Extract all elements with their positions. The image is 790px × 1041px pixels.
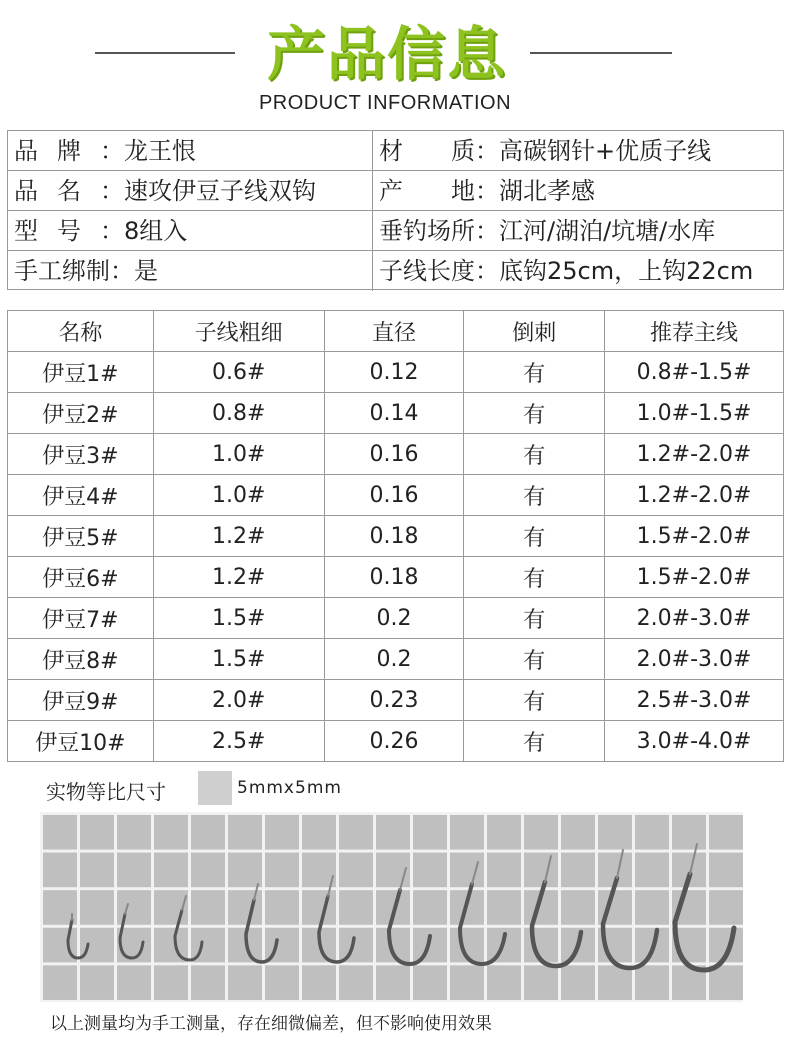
cell-line-thickness: 1.2# [153,516,324,557]
cell-name: 伊豆5# [8,516,154,557]
spec-header-row [8,311,784,352]
header-barb: 倒刺 [464,311,605,352]
origin-value: 湖北孝感 [499,177,595,205]
cell-line-thickness: 0.6# [153,352,324,393]
header-rule-left [95,52,235,54]
hook-icon [175,896,202,960]
cell-barb: 有 [464,598,605,639]
brand-cell [8,131,373,171]
cell-diameter: 0.23 [324,680,464,721]
cell-main-line: 1.5#-2.0# [605,516,784,557]
table-row [8,475,784,516]
venue-cell [373,211,783,251]
cell-main-line: 1.2#-2.0# [605,434,784,475]
cell-barb: 有 [464,352,605,393]
cell-barb: 有 [464,680,605,721]
material-cell [373,131,783,171]
table-row [8,516,784,557]
name-cell [8,171,373,211]
info-table [7,130,784,290]
hook-icon [246,884,277,962]
hook-icon [532,856,581,966]
cell-main-line: 1.5#-2.0# [605,557,784,598]
info-row [8,251,783,291]
cell-main-line: 1.0#-1.5# [605,393,784,434]
cell-diameter: 0.2 [324,598,464,639]
model-label: 型号： [14,217,124,245]
cell-name: 伊豆1# [8,352,154,393]
table-row [8,393,784,434]
hook-icon [460,862,505,964]
page-subtitle: PRODUCT INFORMATION [258,92,512,114]
cell-barb: 有 [464,434,605,475]
cell-diameter: 0.18 [324,557,464,598]
table-row [8,434,784,475]
table-row [8,352,784,393]
cell-line-thickness: 1.0# [153,434,324,475]
brand-value: 龙王恨 [124,137,196,165]
cell-name: 伊豆7# [8,598,154,639]
cell-line-thickness: 2.0# [153,680,324,721]
scale-size: 5mmx5mm [237,778,342,798]
header-line-thickness: 子线粗细 [153,311,324,352]
hook-icon [675,844,734,970]
cell-name: 伊豆2# [8,393,154,434]
cell-main-line: 1.2#-2.0# [605,475,784,516]
length-value: 底钩25cm，上钩22cm [499,257,754,285]
cell-diameter: 0.18 [324,516,464,557]
model-cell [8,211,373,251]
cell-name: 伊豆6# [8,557,154,598]
cell-diameter: 0.16 [324,475,464,516]
info-row [8,131,783,171]
header-main-line: 推荐主线 [605,311,784,352]
cell-line-thickness: 1.0# [153,475,324,516]
table-row [8,598,784,639]
hook-icon [68,914,88,958]
hook-icon [120,904,143,958]
venue-value: 江河/湖泊/坑塘/水库 [499,217,716,245]
material-label: 材 质： [379,137,499,165]
table-row [8,721,784,762]
cell-main-line: 2.0#-3.0# [605,639,784,680]
cell-main-line: 2.5#-3.0# [605,680,784,721]
hook-icon [319,876,354,962]
cell-barb: 有 [464,721,605,762]
info-row [8,211,783,251]
cell-name: 伊豆3# [8,434,154,475]
brand-label: 品牌： [14,137,124,165]
header-diameter: 直径 [324,311,464,352]
page-title: 产品信息 [266,20,507,88]
handmade-label: 手工绑制： [14,257,134,285]
header-rule-right [530,52,672,54]
cell-diameter: 0.14 [324,393,464,434]
material-value: 高碳钢针+优质子线 [499,137,712,165]
handmade-cell [8,251,373,291]
cell-barb: 有 [464,393,605,434]
hooks-illustration [40,812,743,1002]
cell-barb: 有 [464,516,605,557]
cell-barb: 有 [464,475,605,516]
cell-diameter: 0.16 [324,434,464,475]
length-label: 子线长度： [379,257,499,285]
cell-name: 伊豆8# [8,639,154,680]
cell-line-thickness: 0.8# [153,393,324,434]
hook-icon [603,850,657,968]
cell-name: 伊豆10# [8,721,154,762]
cell-line-thickness: 1.5# [153,598,324,639]
hook-icon [389,868,430,964]
table-row [8,557,784,598]
spec-table [7,310,784,762]
cell-line-thickness: 1.2# [153,557,324,598]
cell-diameter: 0.12 [324,352,464,393]
cell-main-line: 0.8#-1.5# [605,352,784,393]
scale-label: 实物等比尺寸 [46,780,166,804]
origin-cell [373,171,783,211]
venue-label: 垂钓场所： [379,217,499,245]
footnote: 以上测量均为手工测量，存在细微偏差，但不影响使用效果 [50,1014,492,1034]
cell-main-line: 3.0#-4.0# [605,721,784,762]
length-cell [373,251,783,291]
cell-line-thickness: 2.5# [153,721,324,762]
model-value: 8组入 [124,217,188,245]
table-row [8,680,784,721]
header-name: 名称 [8,311,154,352]
header [0,0,790,125]
cell-line-thickness: 1.5# [153,639,324,680]
handmade-value: 是 [134,257,158,285]
table-row [8,639,784,680]
scale-swatch [198,771,232,805]
cell-barb: 有 [464,557,605,598]
info-row [8,171,783,211]
cell-barb: 有 [464,639,605,680]
cell-diameter: 0.2 [324,639,464,680]
cell-main-line: 2.0#-3.0# [605,598,784,639]
name-label: 品名： [14,177,124,205]
origin-label: 产 地： [379,177,499,205]
name-value: 速攻伊豆子线双钩 [124,177,316,205]
cell-diameter: 0.26 [324,721,464,762]
hook-size-grid [40,812,743,1002]
cell-name: 伊豆9# [8,680,154,721]
cell-name: 伊豆4# [8,475,154,516]
